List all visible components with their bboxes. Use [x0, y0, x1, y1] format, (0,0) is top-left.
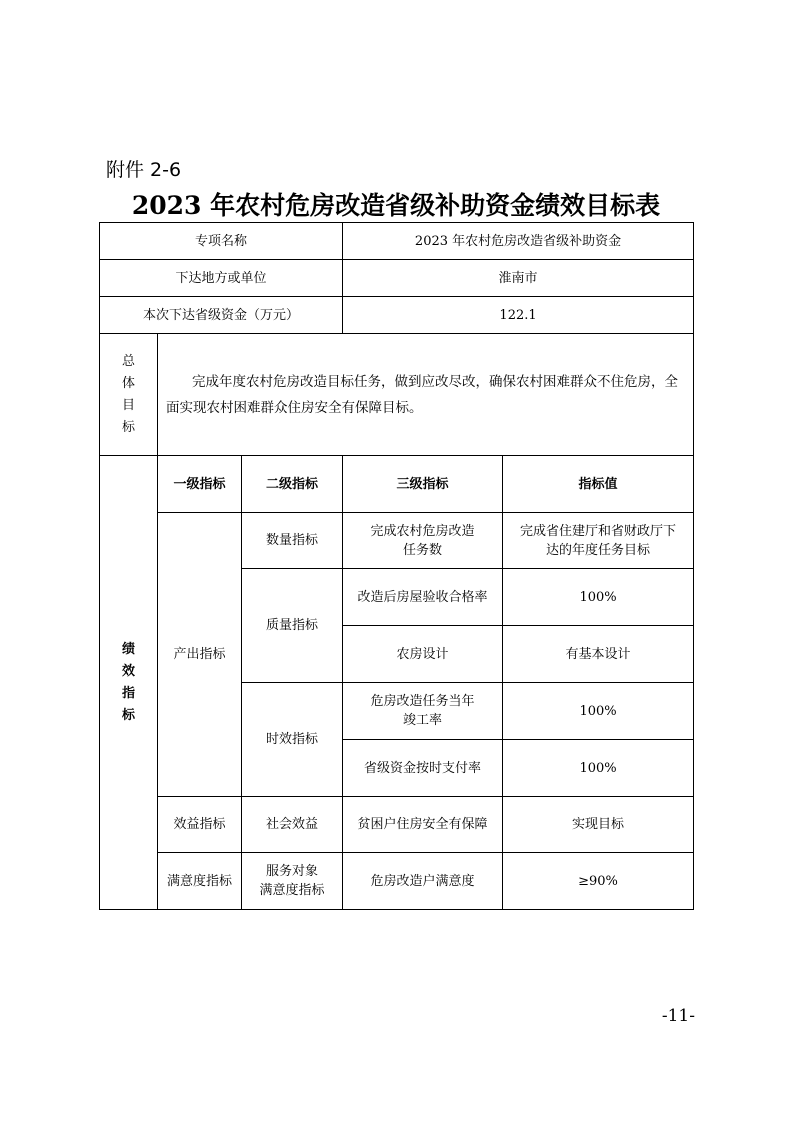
header-row: [100, 456, 694, 513]
page-title: 2023 年农村危房改造省级补助资金绩效目标表: [131, 191, 661, 220]
page-number: -11-: [661, 1006, 695, 1026]
satisfaction-item: 危房改造户满意度: [343, 853, 503, 910]
quantity-item: 完成农村危房改造 任务数: [343, 513, 503, 569]
table-row: [100, 797, 694, 853]
social-label: 社会效益: [242, 797, 343, 853]
benefit-label: 效益指标: [158, 797, 242, 853]
quantity-value: 完成省住建厅和省财政厅下 达的年度任务目标: [503, 513, 694, 569]
header-level3: 三级指标: [343, 456, 503, 513]
quality-value-2: 有基本设计: [503, 626, 694, 683]
project-name-value: 2023 年农村危房改造省级补助资金: [343, 223, 694, 260]
attachment-label: 附件 2-6: [106, 159, 182, 181]
social-value: 实现目标: [503, 797, 694, 853]
recipient-row: [100, 260, 694, 297]
quality-item-2: 农房设计: [343, 626, 503, 683]
quality-label: 质量指标: [242, 569, 343, 683]
goal-text: 完成年度农村危房改造目标任务，做到应改尽改，确保农村困难群众不住危房，全面实现农村困难群众住房安全有保障目标。: [158, 334, 694, 456]
quality-value-1: 100%: [503, 569, 694, 626]
funds-value: 122.1: [343, 297, 694, 334]
performance-table: [99, 222, 694, 910]
quality-item-1: 改造后房屋验收合格率: [343, 569, 503, 626]
project-name-row: [100, 223, 694, 260]
goal-row: [100, 334, 694, 456]
quantity-label: 数量指标: [242, 513, 343, 569]
timeliness-value-2: 100%: [503, 740, 694, 797]
header-level2: 二级指标: [242, 456, 343, 513]
funds-label: 本次下达省级资金（万元）: [100, 297, 343, 334]
performance-label: 绩 效 指 标: [100, 456, 158, 910]
satisfaction-sub: 服务对象 满意度指标: [242, 853, 343, 910]
social-item: 贫困户住房安全有保障: [343, 797, 503, 853]
table-row: [100, 853, 694, 910]
table-row: [100, 513, 694, 569]
goal-label: 总 体 目 标: [100, 334, 158, 456]
satisfaction-value: ≥90%: [503, 853, 694, 910]
recipient-label: 下达地方或单位: [100, 260, 343, 297]
recipient-value: 淮南市: [343, 260, 694, 297]
timeliness-value-1: 100%: [503, 683, 694, 740]
timeliness-item-2: 省级资金按时支付率: [343, 740, 503, 797]
header-level1: 一级指标: [158, 456, 242, 513]
timeliness-item-1: 危房改造任务当年 竣工率: [343, 683, 503, 740]
timeliness-label: 时效指标: [242, 683, 343, 797]
funds-row: [100, 297, 694, 334]
header-value: 指标值: [503, 456, 694, 513]
project-name-label: 专项名称: [100, 223, 343, 260]
output-label: 产出指标: [158, 513, 242, 797]
satisfaction-label: 满意度指标: [158, 853, 242, 910]
